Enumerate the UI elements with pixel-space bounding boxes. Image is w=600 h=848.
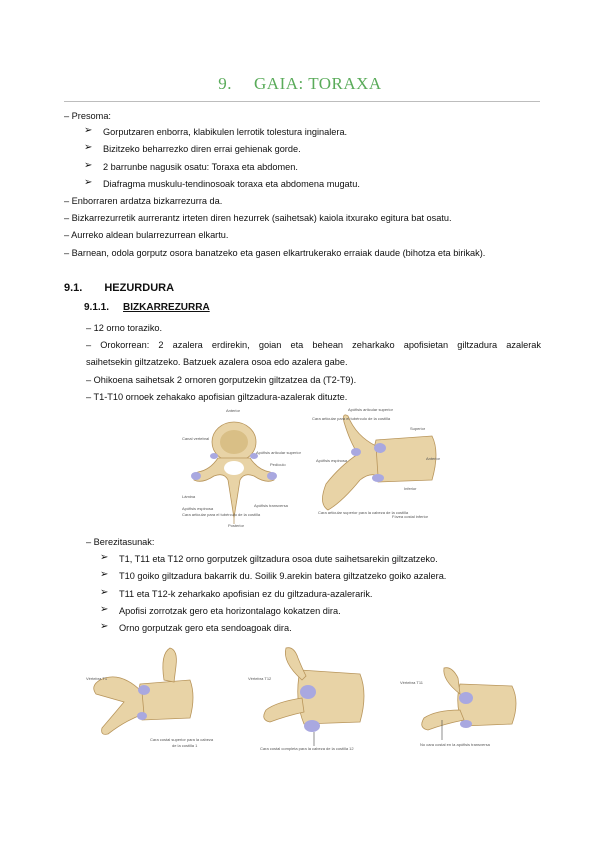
text-line: – Barnean, odola gorputz osora banatzeko eta gasen elkartrukerako erraiak daude (bihotza eta birikak). [64,248,486,258]
figure-label: Cara costal completa para la cabeza de la costilla 12 [260,746,354,751]
text-line: – 12 orno torazikо. [86,323,163,333]
figure-label: Apófisis espinosa [316,458,348,463]
subsection-heading: 9.1.1. BIZKARREZURRA [84,302,210,313]
figure-label: No cara costal en la apófisis transversa [420,742,490,747]
figure-label: Apófisis articular superior [256,450,301,455]
list-item: Apofisi zorrotzak gero eta horizontalago kokatzen dira. [119,606,341,616]
text-line: – Enborraren ardatza bizkarrezurra da. [64,196,223,206]
arrow-bullet-icon: ➢ [84,125,93,136]
figure-label: Canal vertebral [182,436,210,441]
text-line: saihetsekin giltzatzeko. Batzuek azalera osoa edo azalera gabe. [86,357,348,367]
figure-label: Anterior [226,408,241,413]
text-line: – Aurreko aldean bularrezurrean elkartu. [64,230,229,240]
list-item: T11 eta T12-k zeharkako apofisian ez du giltzadura-azalerarik. [119,589,373,599]
arrow-bullet-icon: ➢ [100,621,109,632]
figure-label: Lámina [182,494,196,499]
figure-label: de la costilla 1 [172,743,198,748]
list-item: T10 goiko giltzadura bakarrik du. Soilik 9.arekin batera giltzatzeko goiko azalera. [119,571,447,581]
vertebra-lateral-view [312,407,441,519]
list-item: T1, T11 eta T12 orno gorputzek giltzadura osoa dute saihetsarekin giltzatzeko. [119,554,438,564]
section-heading: 9.1. HEZURDURA [64,282,175,294]
text-line: – Ohikoena saihetsak 2 ornoren gorputzekin giltzatzea da (T2-T9). [86,375,357,385]
arrow-bullet-icon: ➢ [100,587,109,598]
arrow-bullet-icon: ➢ [84,160,93,171]
figure-label: Cara articular para el tubérculo de la costilla [182,512,261,517]
text-line: – Orokorrean: 2 azalera erdirekin, goian eta behean zeharkako apofisietan giltzadura azalerak [86,340,541,350]
figure-label: Inferior [404,486,417,491]
figure-label: Apófisis transversa [254,503,288,508]
figure-label: Fóvea costal inferior [392,514,429,519]
arrow-bullet-icon: ➢ [100,604,109,615]
vertebra-t12 [248,648,364,751]
figure-label: Apófisis articular superior [348,407,393,412]
list-item: Gorputzaren enborra, klabikulen lerrotik tolestura inginalera. [103,127,348,137]
vertebra-t1 [86,648,214,748]
figure-label: Posterior [228,523,245,528]
text-line: – T1-T10 ornoek zehakako apofisian giltzadura-azalerak dituzte. [86,392,348,402]
figure-label: Cara articular superior para la cabeza de la costilla [318,510,409,515]
list-item: Diafragma muskulu-tendinosoak toraxa eta abdomena mugatu. [103,179,360,189]
list-item: Orno gorputzak gero eta sendoagoak dira. [119,623,292,633]
text-line: – Bizkarrezurretik aurrerantz irteten diren hezurrek (saihetsak) kaiola itxurako egitura bat osatu. [64,213,452,223]
arrow-bullet-icon: ➢ [100,552,109,563]
figure-label: Cara costal superior para la cabeza [150,737,214,742]
chapter-number: 9. [218,74,233,93]
chapter-title-text: GAIA: TORAXA [254,74,382,93]
figure-label: Cara articular para el tubérculo de la costilla [312,416,391,421]
figure-label: Pedículo [270,462,286,467]
figure-label: Vértebra T12 [248,676,272,681]
list-item: Bizitzeko beharrezko diren errai gehienak gorde. [103,144,301,154]
figure-label: Vértebra T1 [86,676,108,681]
list-item: 2 barrunbe nagusik osatu: Toraxa eta abdomen. [103,162,298,172]
figure-label: Apófisis espinosa [182,506,214,511]
title-divider [64,101,540,102]
vertebrae-t1-t12-t11-figure [80,640,530,758]
presoma-label: – Presoma: [64,111,111,121]
figure-label: Superior [410,426,426,431]
arrow-bullet-icon: ➢ [84,142,93,153]
figure-label: Anterior [426,456,441,461]
arrow-bullet-icon: ➢ [100,569,109,580]
arrow-bullet-icon: ➢ [84,177,93,188]
berezitasunak-label: – Berezitasunak: [86,537,155,547]
vertebra-t11 [400,668,516,747]
chapter-title [0,74,600,94]
vertebra-superior-view [182,408,302,528]
figure-label: Vértebra T11 [400,680,423,685]
thoracic-vertebra-figure [180,406,450,528]
